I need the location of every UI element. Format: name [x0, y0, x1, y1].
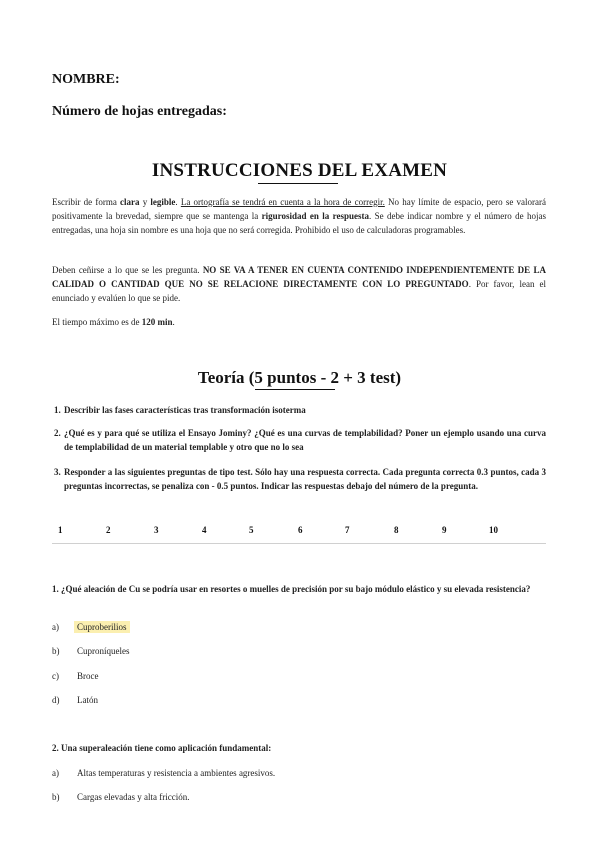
answer-number: 6: [298, 525, 303, 535]
answer-number-row: [0, 525, 599, 539]
text-run: Escribir de forma: [52, 197, 121, 207]
instructions-paragraph-1: [52, 195, 546, 237]
answer-number: 4: [202, 525, 207, 535]
option-letter: b): [52, 792, 60, 802]
text-run: rigurosidad en la respuesta: [261, 211, 369, 221]
page-title: INSTRUCCIONES DEL EXAMEN: [151, 160, 448, 181]
question-number: 2.: [54, 428, 61, 438]
answer-number: 8: [394, 525, 399, 535]
option-letter: c): [52, 671, 59, 681]
section-title: Teoría (5 puntos - 2 + 3 test): [197, 368, 402, 387]
text-run: clara: [120, 197, 140, 207]
question-text: Describir las fases características tras transformación isoterma: [64, 405, 306, 415]
answer-number: 5: [249, 525, 254, 535]
option-text: Cargas elevadas y alta fricción.: [77, 792, 190, 802]
option-text-highlighted: Cuproberilios: [74, 621, 130, 633]
question-text: ¿Qué es y para qué se utiliza el Ensayo Jominy? ¿Qué es una curvas de templabilidad? Poner un ejemplo usando una curva de templabilidad de un material templable y otro que no lo sea: [64, 428, 546, 452]
option-text: Broce: [77, 671, 99, 681]
text-run: El tiempo máximo es de: [52, 317, 142, 327]
nombre-label: NOMBRE:: [52, 72, 120, 87]
option-text: Latón: [77, 695, 98, 705]
text-run: .: [172, 317, 175, 327]
option-letter: a): [52, 768, 59, 778]
answer-row-divider: [52, 543, 546, 544]
answer-number: 2: [106, 525, 111, 535]
text-run: Deben ceñirse a lo que se les pregunta.: [52, 265, 203, 275]
answer-number: 3: [154, 525, 159, 535]
text-run: 120 min: [141, 317, 173, 327]
option-letter: b): [52, 646, 60, 656]
question-text: Responder a las siguientes preguntas de tipo test. Sólo hay una respuesta correcta. Cada pregunta correcta 0.3 puntos, cada 3 preguntas incorrectas, se penaliza con - 0.5 puntos. Indicar las respuestas debajo del número de la pregunta.: [64, 467, 546, 491]
theory-question-1: [52, 403, 546, 417]
option-text: Cuproníqueles: [77, 646, 130, 656]
text-run: No hay límite de espacio, pero se valorará positivamente la brevedad, siempre que se mantenga la: [52, 197, 546, 221]
test-question-1: 1. ¿Qué aleación de Cu se podría usar en resortes o muelles de precisión por su bajo módulo elástico y su elevada resistencia?: [52, 584, 531, 594]
answer-number: 10: [489, 525, 498, 535]
text-run: NO SE VA A TENER EN CUENTA CONTENIDO INDEPENDIENTEMENTE DE LA CALIDAD O CANTIDAD QUE NO SE RELACIONE DIRECTAMENTE CON LO PREGUNTADO: [52, 265, 546, 289]
hojas-entregadas-label: Número de hojas entregadas:: [52, 104, 227, 119]
theory-question-2: [52, 426, 546, 454]
section-title-underline: [255, 389, 335, 390]
question-number: 3.: [54, 467, 61, 477]
option-letter: a): [52, 622, 59, 632]
answer-number: 1: [58, 525, 63, 535]
answer-number: 9: [442, 525, 447, 535]
text-run: . Por favor, lean el enunciado y evalúen lo que se pide.: [52, 279, 546, 303]
option-text: Altas temperaturas y resistencia a ambientes agresivos.: [77, 768, 276, 778]
instructions-paragraph-2: [52, 263, 546, 305]
question-number: 1.: [54, 405, 61, 415]
instructions-paragraph-3: [52, 315, 546, 329]
test-question-2: 2. Una superaleación tiene como aplicación fundamental:: [52, 743, 272, 753]
text-run: legible: [150, 197, 176, 207]
text-run: La ortografía se tendrá en cuenta a la hora de corregir.: [180, 197, 385, 207]
title-underline: [258, 183, 338, 184]
text-run: . Se debe indicar nombre y el número de hojas entregadas, una hoja sin nombre es una hoja que no será corregida. Prohibido el uso de calculadoras programables.: [52, 211, 546, 235]
answer-number: 7: [345, 525, 350, 535]
option-letter: d): [52, 695, 60, 705]
text-run: .: [175, 197, 181, 207]
text-run: y: [139, 197, 151, 207]
theory-question-3: [52, 465, 546, 507]
